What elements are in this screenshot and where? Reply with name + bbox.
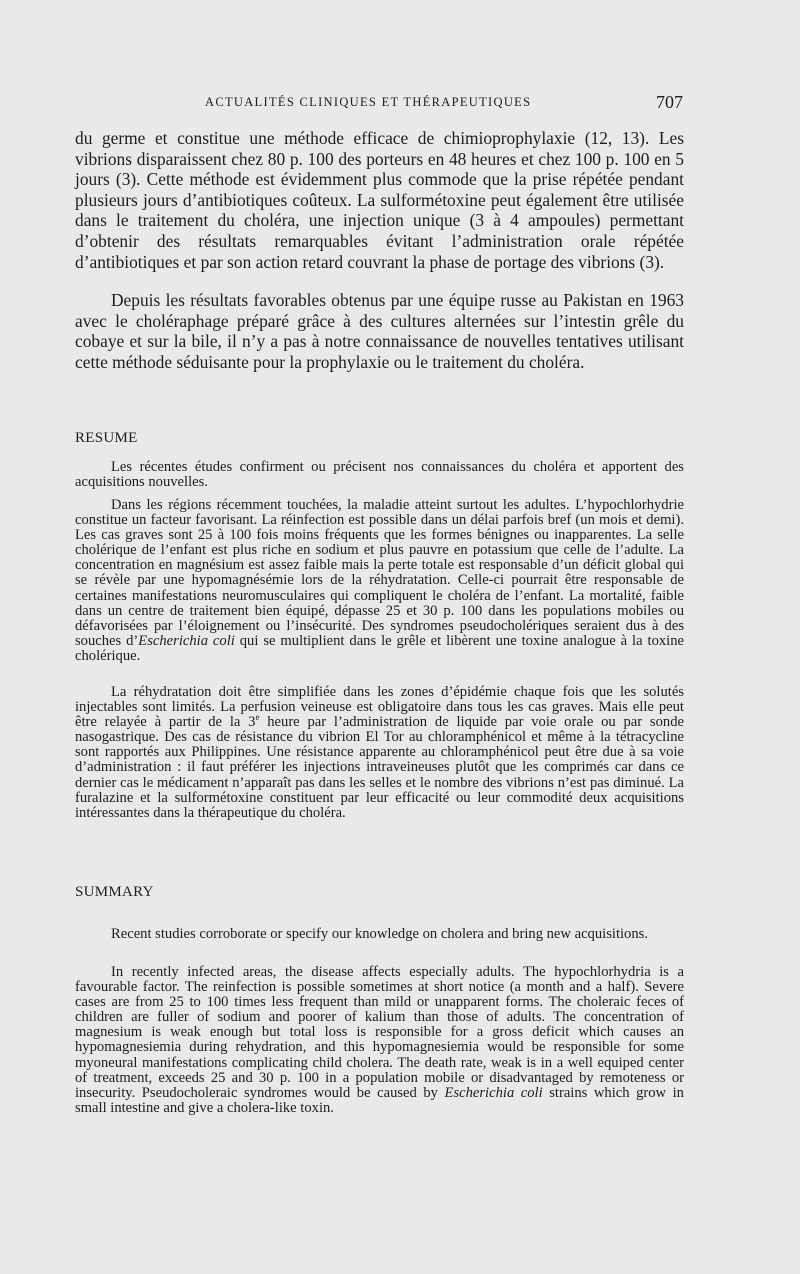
resume-p3-text-b: heure par l’administration de liquide par voie orale ou par sonde nasogastrique. Des cas de résistance du vibrion El Tor au chloramphénicol et même à la tétracycline sont rapportés aux Philippines. Une résistance apparente au chloramphénicol peut être due à sa voie d’administration : il faut préférer les injections intraveineuses plutôt que les comprimés car dans ce dernier cas le médicament n’apparaît pas dans les selles et le nombre des vibrions n’est pas diminué. La furalazine et la sulformétoxine constituent par leur efficacité ou leur commodité deux acquisitions intéressantes dans la thérapeutique du choléra. — [75, 714, 684, 821]
intro-paragraph-1: du germe et constitue une méthode efficace de chimioprophylaxie (12, 13). Les vibrions disparaissent chez 80 p. 100 des porteurs en 48 heures et chez 100 p. 100 en 5 jours (3). Cette méthode est évidemment plus commode que la prise répétée pendant plusieurs jours d’antibiotiques coûteux. La sulformétoxine peut également être utilisée dans le traitement du choléra, une injection unique (3 à 4 ampoules) permettant d’obtenir des résultats remarquables évitant l’administration orale répétée d’antibiotiques et par son action retard couvrant la phase de portage des vibrions (3). — [75, 128, 684, 272]
summary-paragraph-1: Recent studies corroborate or specify our knowledge on cholera and bring new acquisitions. — [111, 926, 648, 942]
resume-p2-text-a: Dans les régions récemment touchées, la maladie atteint surtout les adultes. L’hypochlorhydrie constitue un facteur favorisant. La réinfection est possible dans un délai parfois bref (un mois et demi). Les cas graves sont 25 à 100 fois moins fréquents que les formes bénignes ou inapparentes. La selle cholérique de l’enfant est plus riche en sodium et plus pauvre en potassium que celle de l’adulte. La concentration en magnésium est assez faible mais la perte totale est responsable d’un déficit global qui se révèle par une hypomagnésémie lors de la réhydratation. Celle-ci pourrait être responsable de certaines manifestations neuromusculaires qui compliquent le choléra de l’enfant. La mortalité, faible dans un centre de traitement bien équipé, dépasse 25 et 30 p. 100 dans les populations mobiles ou défavorisées par l’éloignement ou l’insécurité. Des syndromes pseudocholériques seraient dus à des souches d’ — [75, 497, 684, 649]
summary-heading: SUMMARY — [75, 884, 154, 900]
resume-p3-text-a: La réhydratation doit être simplifiée dans les zones d’épidémie chaque fois que les solutés injectables sont limités. La perfusion veineuse est obligatoire dans tous les cas graves. Mais elle peut être relayée à partir de la 3 — [75, 684, 684, 731]
running-head-title: ACTUALITÉS CLINIQUES ET THÉRAPEUTIQUES — [205, 95, 532, 109]
resume-p2-text-b: qui se multiplient dans le grêle et libèrent une toxine analogue à la toxine cholérique. — [75, 632, 684, 664]
resume-paragraph-2 — [75, 498, 684, 664]
summary-p2-text-a: In recently infected areas, the disease affects especially adults. The hypochlorhydria is a favourable factor. The reinfection is possible sometimes at short notice (a month and a half). Severe cases are from 25 to 100 times less frequent than mild or unapparent forms. The choleraic feces of children are fuller of sodium and poorer of kalium than those of adults. The concentration of magnesium is weak enough but total loss is responsible for a gross deficit which causes an hypomagnesiemia during rehydration, and this hypomagnesiemia would be responsible for some myoneural manifestations complicating child cholera. The death rate, weak is in a well equiped center of treatment, exceeds 25 and 30 p. 100 in a population mobile or disadvantaged by remoteness or insecurity. Pseudocholeraic syndromes would be caused by — [75, 964, 684, 1101]
summary-paragraph-2 — [75, 965, 684, 1116]
running-head — [0, 92, 800, 116]
resume-heading: RESUME — [75, 430, 138, 446]
resume-p3-superscript: e — [255, 712, 260, 723]
resume-paragraph-3 — [75, 685, 684, 821]
page-number: 707 — [656, 92, 683, 112]
resume-p2-organism: Escherichia coli — [138, 632, 235, 649]
summary-p2-text-b: strains which grow in small intestine and give a cholera-like toxin. — [75, 1084, 684, 1116]
resume-paragraph-1: Les récentes études confirment ou précisent nos connaissances du choléra et apportent des acquisitions nouvelles. — [75, 459, 684, 491]
intro-paragraph-2: Depuis les résultats favorables obtenus par une équipe russe au Pakistan en 1963 avec le choléraphage préparé grâce à des cultures alternées sur l’intestin grêle du cobaye et sur la bile, il n’y a pas à notre connaissance de nouvelles tentatives utilisant cette méthode séduisante pour la prophylaxie ou le traitement du choléra. — [75, 290, 684, 372]
summary-p2-organism: Escherichia coli — [444, 1084, 543, 1101]
